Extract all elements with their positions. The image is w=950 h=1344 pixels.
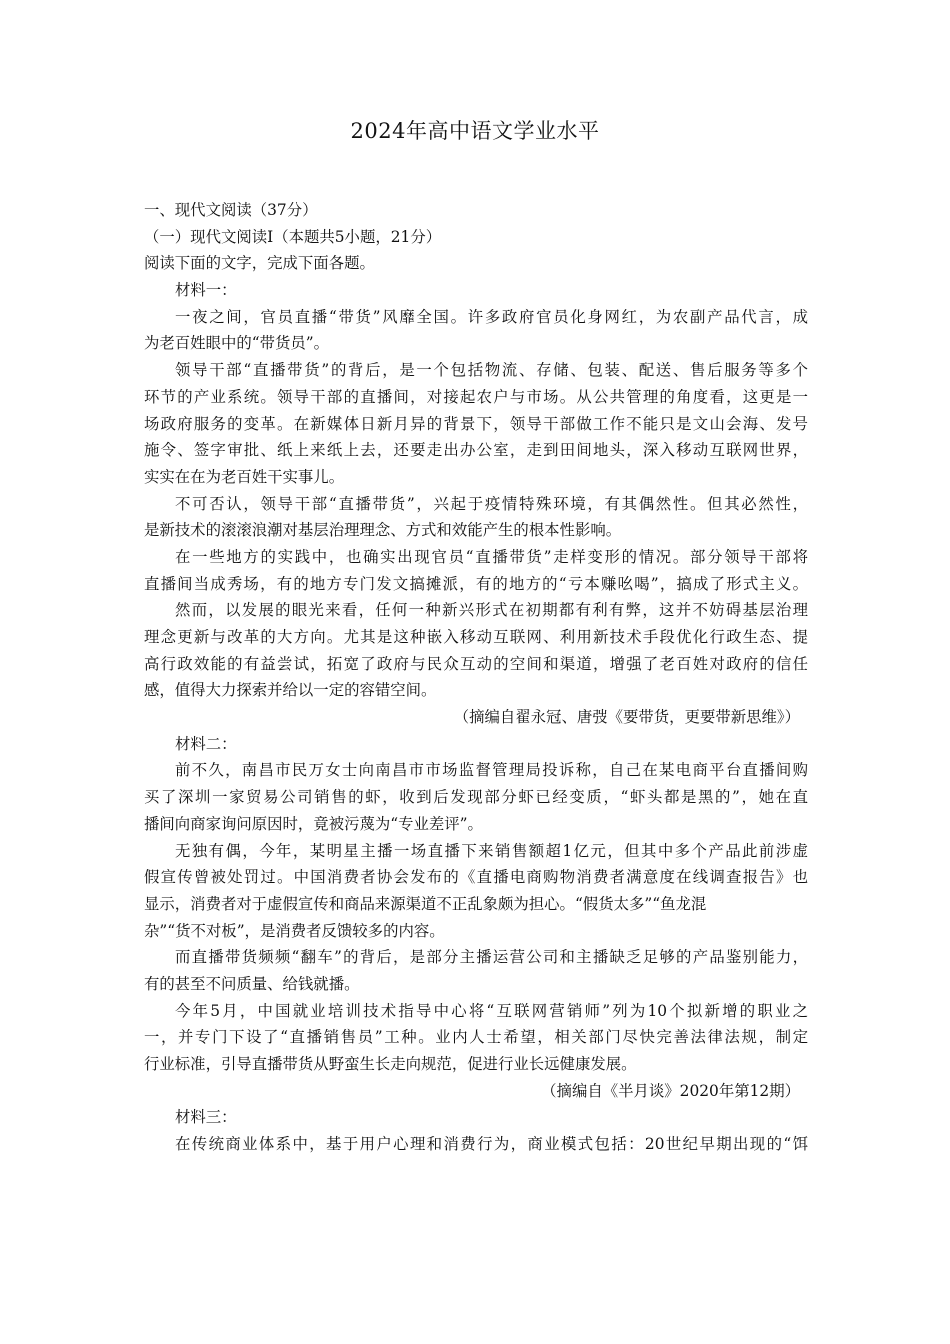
paragraph-line: 前不久，南昌市民万女士向南昌市市场监督管理局投诉称，自己在某电商平台直播间购 (175, 761, 808, 780)
paragraph-line: 显示，消费者对于虚假宣传和商品来源渠道不正乱象颇为担心。“假货太多”“鱼龙混 (144, 894, 707, 913)
paragraph-line: 假宣传曾被处罚过。中国消费者协会发布的《直播电商购物消费者满意度在线调查报告》也 (144, 868, 808, 887)
instruction-text: 阅读下面的文字，完成下面各题。 (144, 254, 375, 273)
paragraph-line: 为老百姓眼中的“带货员”。 (144, 334, 330, 353)
material-label: 材料三： (175, 1108, 237, 1127)
paragraph-line: 买了深圳一家贸易公司销售的虾，收到后发现部分虾已经变质，“虾头都是黑的”，她在直 (144, 788, 808, 807)
section-subheading: （一）现代文阅读Ⅰ（本题共5小题，21分） (144, 227, 442, 246)
paragraph-line: 是新技术的滚滚浪潮对基层治理理念、方式和效能产生的根本性影响。 (144, 521, 622, 540)
paragraph-line: 今年5月，中国就业培训技术指导中心将“互联网营销师”列为10个拟新增的职业之 (175, 1001, 808, 1020)
paragraph-line: 一夜之间，官员直播“带货”风靡全国。许多政府官员化身网红，为农副产品代言，成 (175, 307, 808, 326)
section-heading: 一、现代文阅读（37分） (144, 201, 318, 219)
page-title: 2024年高中语文学业水平 (350, 119, 600, 143)
paragraph-line: 无独有偶，今年，某明星主播一场直播下来销售额超1亿元，但其中多个产品此前涉虚 (175, 841, 808, 860)
paragraph-line: 而直播带货频频“翻车”的背后，是部分主播运营公司和主播缺乏足够的产品鉴别能力， (175, 948, 808, 967)
paragraph-line: 一，并专门下设了“直播销售员”工种。业内人士希望，相关部门尽快完善法律法规，制定 (144, 1028, 808, 1047)
paragraph-line: 在传统商业体系中，基于用户心理和消费行为，商业模式包括：20世纪早期出现的“饵 (175, 1135, 808, 1154)
paragraph-line: 高行政效能的有益尝试，拓宽了政府与民众互动的空间和渠道，增强了老百姓对政府的信任 (144, 654, 808, 673)
paragraph-line: 环节的产业系统。领导干部的直播间，对接起农户与市场。从公共管理的角度看，这更是一 (144, 387, 808, 406)
material-label: 材料二： (175, 734, 237, 753)
paragraph-line: 不可否认，领导干部“直播带货”，兴起于疫情特殊环境，有其偶然性。但其必然性， (175, 494, 808, 513)
source-citation: （摘编自《半月谈》2020年第12期） (541, 1081, 800, 1100)
paragraph-line: 领导干部“直播带货”的背后，是一个包括物流、存储、包装、配送、售后服务等多个 (175, 361, 808, 380)
paragraph-line: 播间向商家询问原因时，竟被污蔑为“专业差评”。 (144, 814, 483, 833)
material-label: 材料一： (175, 281, 237, 300)
paragraph-line: 场政府服务的变革。在新媒体日新月异的背景下，领导干部做工作不能只是文山会海、发号 (144, 414, 808, 433)
paragraph-line: 有的甚至不问质量、给钱就播。 (144, 974, 360, 993)
paragraph-line: 行业标准，引导直播带货从野蛮生长走向规范，促进行业长远健康发展。 (144, 1055, 637, 1073)
paragraph-line: 在一些地方的实践中，也确实出现官员“直播带货”走样变形的情况。部分领导干部将 (175, 547, 808, 566)
source-citation: （摘编自翟永冠、唐弢《要带货，更要带新思维》） (453, 708, 800, 727)
paragraph-line: 施令、签字审批、纸上来纸上去，还要走出办公室，走到田间地头，深入移动互联网世界， (144, 441, 808, 460)
paragraph-line: 理念更新与改革的大方向。尤其是这种嵌入移动互联网、利用新技术手段优化行政生态、提 (144, 628, 808, 646)
paragraph-line: 直播间当成秀场，有的地方专门发文搞摊派，有的地方的“亏本赚吆喝”，搞成了形式主义。 (144, 574, 808, 593)
paragraph-line: 杂”“货不对板”，是消费者反馈较多的内容。 (144, 921, 445, 940)
paragraph-line: 感，值得大力探索并给以一定的容错空间。 (144, 681, 437, 700)
document-body (144, 197, 808, 1158)
paragraph-line: 实实在在为老百姓干实事儿。 (144, 467, 345, 486)
paragraph-line: 然而，以发展的眼光来看，任何一种新兴形式在初期都有利有弊，这并不妨碍基层治理 (175, 601, 808, 620)
